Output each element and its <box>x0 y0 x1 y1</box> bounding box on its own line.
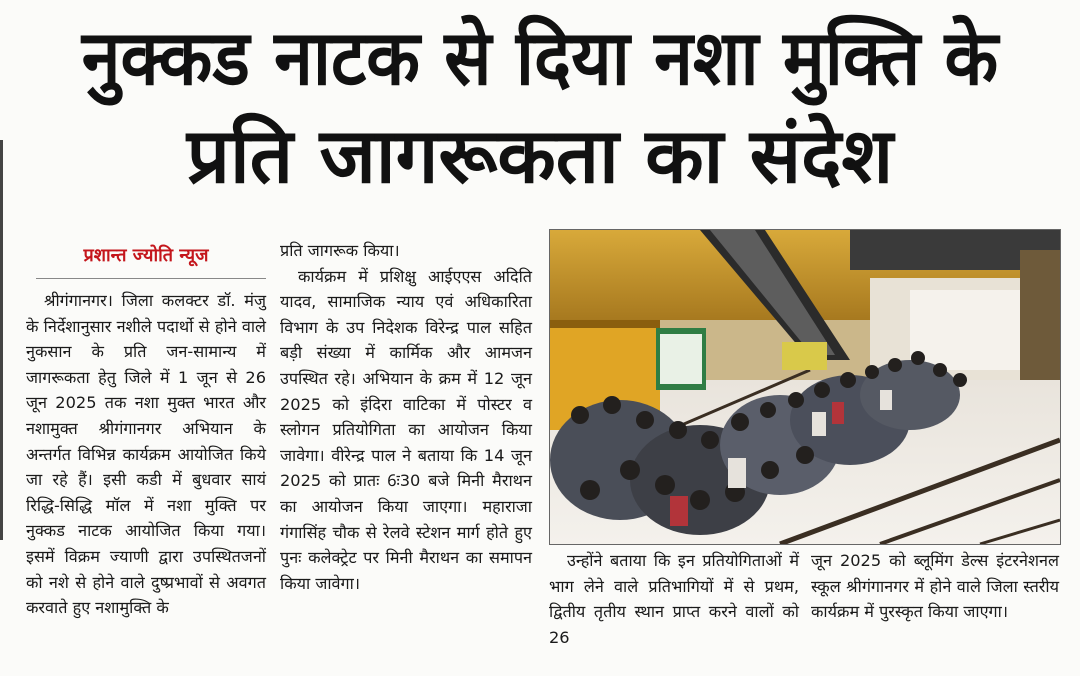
byline-text: प्रशान्त ज्योति न्यूज <box>83 245 209 266</box>
mall-crowd-photo <box>550 230 1060 544</box>
column-3-text: उन्होंने बताया कि इन प्रतियोगिताओं में भाग लेने वाले प्रतिभागियों में से प्रथम, द्वितीय तृतीय स्थान प्राप्त करने वालों को 26 <box>549 551 799 647</box>
article-column-3 <box>549 548 799 650</box>
article-column-4 <box>811 548 1059 625</box>
news-photo <box>549 229 1061 545</box>
column-2-text: कार्यक्रम में प्रशिक्षु आईएएस अदिति यादव, सामाजिक न्याय एवं अधिकारिता विभाग के उप निदेशक विरेन्द्र पाल सहित बड़ी संख्या में कार्मिक और आमजन उपस्थित रहे। अभियान के क्रम में 12 जून 2025 को इंदिरा वाटिका में पोस्टर व स्लोगन प्रतियोगिता का आयोजन किया जावेगा। वीरेन्द्र पाल ने बताया कि 14 जून 2025 को प्रातः 6ः30 बजे मिनी मैराथन का आयोजन किया जाएगा। महाराजा गंगासिंह चौक से रेलवे स्टेशन मार्ग होते हुए पुनः कलेक्ट्रेट पर मिनी मैराथन का समापन किया जावेगा। <box>280 266 532 593</box>
article-column-2 <box>280 238 532 596</box>
left-margin-rule <box>0 140 3 540</box>
column-4-text: जून 2025 को ब्लूमिंग डेल्स इंटरनेशनल स्कूल श्रीगंगानगर में होने वाले जिला स्तरीय कार्यक्रम में पुरस्कृत किया जाएगा। <box>811 551 1059 622</box>
headline-line-2: प्रति जागरूकता का संदेश <box>186 111 894 200</box>
headline-line-1: नुक्कड नाटक से दिया नशा मुक्ति के <box>81 13 999 102</box>
column-1-text: श्रीगंगानगर। जिला कलक्टर डॉ. मंजु के निर्देशानुसार नशीले पदार्थो से होने वाले नुकसान के प्रति जन-सामान्य में जागरूकता हेतु जिले में 1 जून से 26 जून 2025 तक नशा मुक्त भारत और नशामुक्त श्रीगंगानगर अभियान के अन्तर्गत विभिन्न कार्यक्रम आयोजित किये जा रहे हैं। इसी कडी में बुधवार सायं रिद्धि-सिद्धि मॉल में नशा मुक्ति पर नुक्कड नाटक आयोजित किया गया। इसमें विक्रम ज्याणी द्वारा उपस्थितजनों को नशे से होने वाले दुष्प्रभावों से अवगत करवाते हुए नशामुक्ति के <box>26 291 266 618</box>
byline <box>36 242 266 279</box>
column-2-lead: प्रति जागरूक किया। <box>280 241 400 260</box>
article-column-1 <box>26 288 266 621</box>
